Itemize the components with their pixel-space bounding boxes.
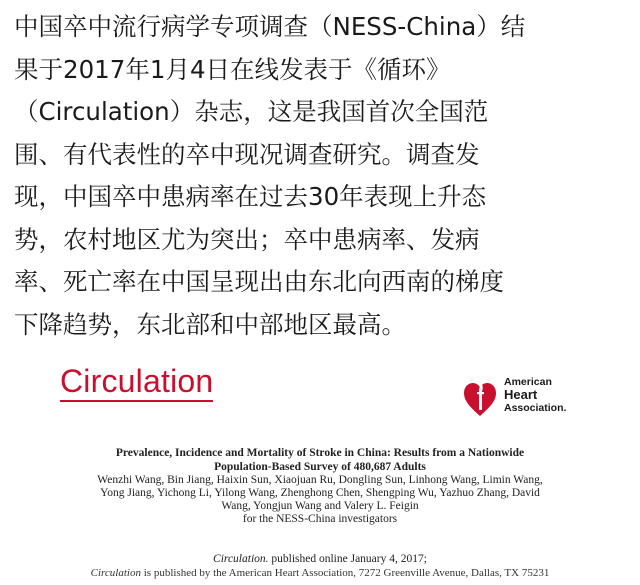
intro-line: 中国卒中流行病学专项调查（NESS-China）结: [14, 12, 526, 41]
intro-line: （Circulation）杂志，这是我国首次全国范: [14, 97, 489, 126]
paper-authors-line: Wang, Yongjun Wang and Valery L. Feigin: [221, 500, 419, 512]
aha-logo-block: [462, 374, 612, 418]
paper-citation: [40, 446, 600, 526]
intro-line: 下降趋势，东北部和中部地区最高。: [14, 309, 406, 339]
investigators-note: for the NESS-China investigators: [242, 513, 398, 525]
intro-line: 率、死亡率在中国呈现出由东北向西南的梯度: [14, 267, 504, 296]
publisher-text: is published by the American Heart Association, 7272 Greenville Avenue, Dallas, TX 75231: [140, 567, 550, 579]
intro-line: 围、有代表性的卒中现况调查研究。调查发: [14, 139, 480, 169]
pub-online-date: published online January 4, 2017;: [268, 553, 427, 565]
aha-text-line: Association.: [504, 402, 567, 414]
publication-line: [40, 553, 600, 566]
publisher-journal: Circulation: [90, 567, 141, 579]
circulation-journal-logo: Circulation: [60, 362, 213, 402]
aha-text-line: Heart: [504, 387, 538, 402]
heart-torch-icon: [462, 374, 498, 418]
paper-title-line: Prevalence, Incidence and Mortality of Stroke in China: Results from a Nationwide: [115, 447, 525, 459]
intro-line: 果于2017年1月4日在线发表于《循环》: [14, 54, 451, 84]
paper-authors-line: Wenzhi Wang, Bin Jiang, Haixin Sun, Xiaojuan Ru, Dongling Sun, Linhong Wang, Limin Wang,: [97, 474, 543, 486]
intro-line: 现，中国卒中患病率在过去30年表现上升态: [14, 182, 487, 211]
paper-title-line: Population-Based Survey of 480,687 Adults: [214, 461, 426, 473]
intro-line: 势，农村地区尤为突出；卒中患病率、发病: [14, 224, 480, 254]
aha-text-line: American: [504, 376, 552, 388]
intro-paragraph: [14, 6, 630, 346]
publisher-line: [40, 567, 600, 580]
paper-authors-line: Yong Jiang, Yichong Li, Yilong Wang, Zhenghong Chen, Shengping Wu, Yazhuo Zhang, David: [100, 487, 540, 499]
pub-journal: Circulation.: [213, 553, 269, 565]
aha-wordmark: [504, 376, 566, 414]
